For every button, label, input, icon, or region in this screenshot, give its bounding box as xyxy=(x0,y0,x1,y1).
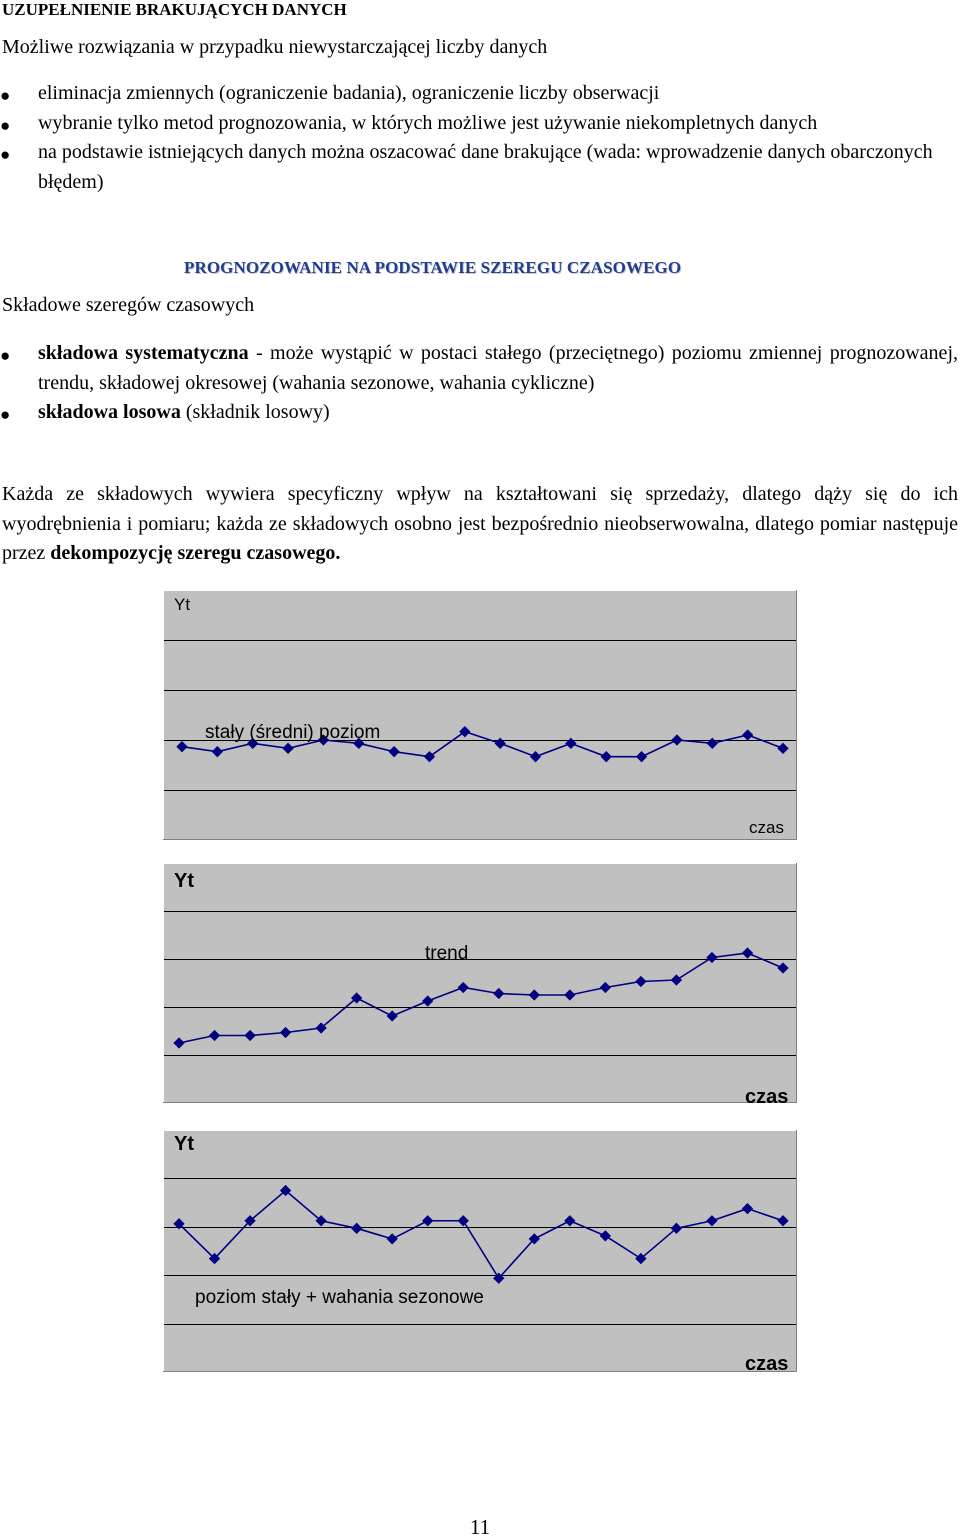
list-item-text: eliminacja zmiennych (ograniczenie badania), ograniczenie liczby obserwacji xyxy=(38,82,660,104)
bullet-icon: ● xyxy=(0,115,11,135)
component-term: składowa systematyczna xyxy=(38,342,249,364)
paragraph-bold-text: dekompozycję szeregu czasowego. xyxy=(50,542,341,564)
page-heading: UZUPEŁNIENIE BRAKUJĄCYCH DANYCH xyxy=(2,0,347,19)
series-annotation: trend xyxy=(425,943,469,964)
bullet-icon: ● xyxy=(0,86,11,105)
chart-trend xyxy=(163,863,797,1103)
component-term: składowa losowa xyxy=(38,401,181,423)
y-axis-label: Yt xyxy=(174,870,194,892)
y-axis-label: Yt xyxy=(174,595,191,614)
paragraph-text: Każda ze składowych wywiera specyficzny wpływ na kształtowani się sprzedaży, dlatego dąży się do ich wyodrębnienia i pomiaru; każda ze składowych osobno jest bezpośrednio nieobserwowalna, dlatego pomiar następuje przez xyxy=(2,483,958,564)
list-item-text: na podstawie istniejących danych można oszacować dane brakujące (wada: wprowadzenie danych obarczonych błędem) xyxy=(38,141,933,193)
list-item xyxy=(0,138,958,197)
list-item xyxy=(0,109,958,139)
chart-seasonal xyxy=(163,1130,797,1372)
decomposition-paragraph xyxy=(2,480,958,569)
component-description: (składnik losowy) xyxy=(180,401,330,423)
list-item-text: wybranie tylko metod prognozowania, w których możliwe jest używanie niekompletnych danych xyxy=(38,111,818,134)
bullet-icon: ● xyxy=(0,405,11,424)
missing-data-solutions-list xyxy=(0,79,958,197)
series-annotation: stały (średni) poziom xyxy=(205,722,381,743)
section-title: PROGNOZOWANIE NA PODSTAWIE SZEREGU CZASOWEGO xyxy=(184,258,682,277)
x-axis-label: czas xyxy=(745,1353,789,1372)
list-item xyxy=(0,79,958,109)
chart-constant-level xyxy=(163,590,797,840)
x-axis-label: czas xyxy=(749,818,784,837)
series-annotation: poziom stały + wahania sezonowe xyxy=(195,1287,484,1308)
intro-text: Możliwe rozwiązania w przypadku niewystarczającej liczby danych xyxy=(2,36,548,58)
plot-background xyxy=(164,591,797,840)
bullet-icon: ● xyxy=(0,346,11,365)
x-axis-label: czas xyxy=(745,1086,789,1103)
plot-background xyxy=(164,1131,797,1372)
list-item xyxy=(0,398,958,428)
plot-background xyxy=(164,864,797,1103)
component-description: - może wystąpić w postaci stałego (przeciętnego) poziomu zmiennej prognozowanej, trendu, składowej okresowej (wahania sezonowe, wahania cykliczne) xyxy=(38,342,958,394)
list-item xyxy=(0,339,958,398)
page-number: 11 xyxy=(469,1515,491,1539)
time-series-components-list xyxy=(0,339,958,428)
bullet-icon: ● xyxy=(0,145,11,164)
y-axis-label: Yt xyxy=(174,1133,194,1155)
subheading: Składowe szeregów czasowych xyxy=(2,294,255,316)
